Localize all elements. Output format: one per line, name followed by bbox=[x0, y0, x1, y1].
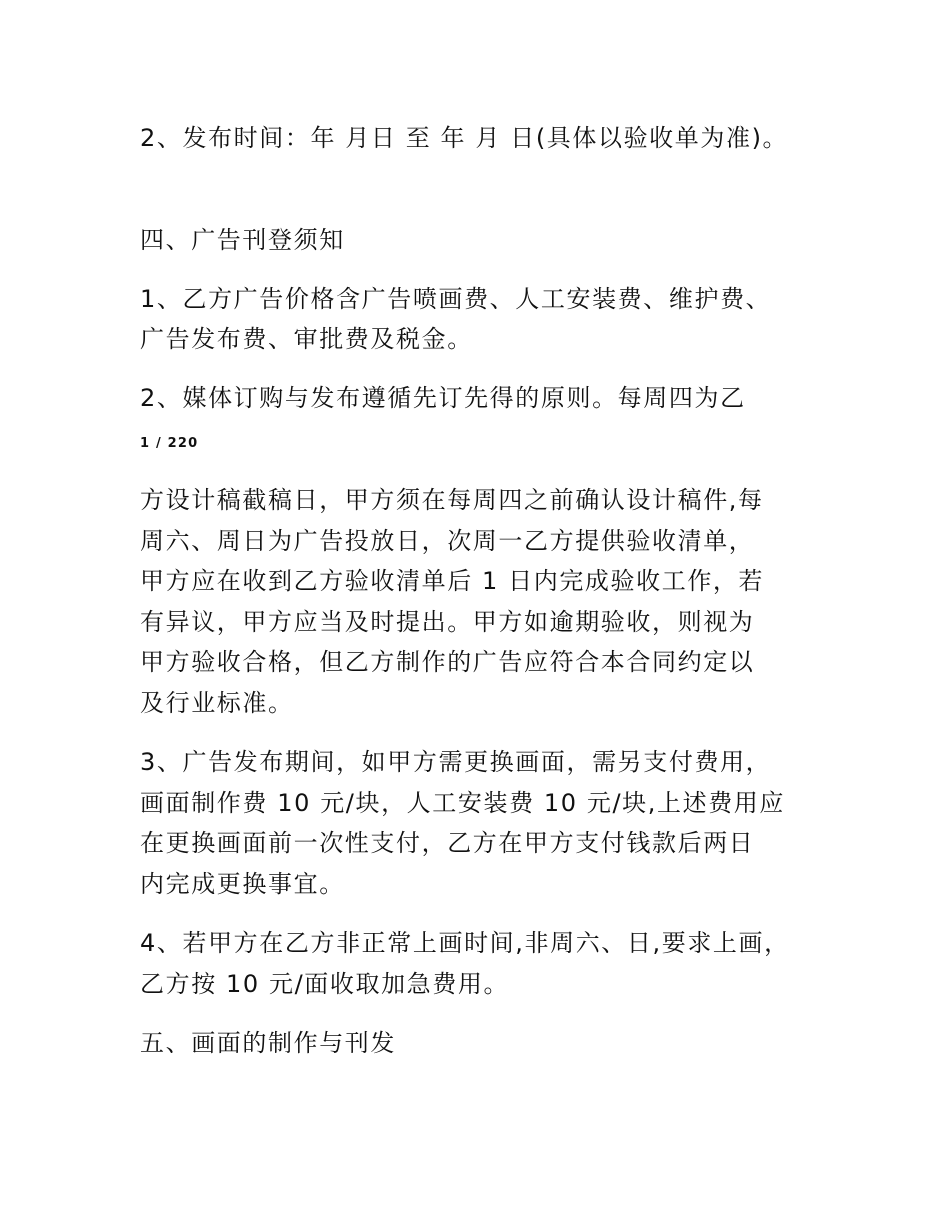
section-five-heading: 五、画面的制作与刊发 bbox=[140, 1029, 396, 1057]
clause-1-line-1: 1、乙方广告价格含广告喷画费、人工安装费、维护费、 bbox=[140, 285, 772, 313]
clause-3-line-1: 3、广告发布期间，如甲方需更换画面，需另支付费用， bbox=[140, 748, 772, 776]
publish-time-line: 2、发布时间：年 月日 至 年 月 日(具体以验收单为准)。 bbox=[140, 124, 789, 152]
clause-2-line-7: 及行业标准。 bbox=[140, 689, 294, 717]
clause-2-line-1: 2、媒体订购与发布遵循先订先得的原则。每周四为乙 bbox=[140, 384, 746, 412]
clause-4-line-1: 4、若甲方在乙方非正常上画时间,非周六、日,要求上画， bbox=[140, 929, 790, 957]
section-four-heading: 四、广告刊登须知 bbox=[140, 226, 345, 254]
clause-3-line-2: 画面制作费 10 元/块，人工安装费 10 元/块,上述费用应 bbox=[140, 789, 785, 817]
clause-3-line-4: 内完成更换事宜。 bbox=[140, 870, 345, 898]
page-number: 1 / 220 bbox=[140, 436, 199, 451]
clause-1-line-2: 广告发布费、审批费及税金。 bbox=[140, 325, 473, 353]
clause-2-line-3: 周六、周日为广告投放日，次周一乙方提供验收清单， bbox=[140, 527, 755, 555]
clause-2-line-4: 甲方应在收到乙方验收清单后 1 日内完成验收工作，若 bbox=[140, 567, 765, 595]
clause-3-line-3: 在更换画面前一次性支付，乙方在甲方支付钱款后两日 bbox=[140, 829, 755, 857]
clause-2-line-6: 甲方验收合格，但乙方制作的广告应符合本合同约定以 bbox=[140, 648, 755, 676]
clause-2-line-5: 有异议，甲方应当及时提出。甲方如逾期验收，则视为 bbox=[140, 608, 755, 636]
clause-2-line-2: 方设计稿截稿日，甲方须在每周四之前确认设计稿件,每 bbox=[140, 486, 764, 514]
clause-4-line-2: 乙方按 10 元/面收取加急费用。 bbox=[140, 970, 510, 998]
